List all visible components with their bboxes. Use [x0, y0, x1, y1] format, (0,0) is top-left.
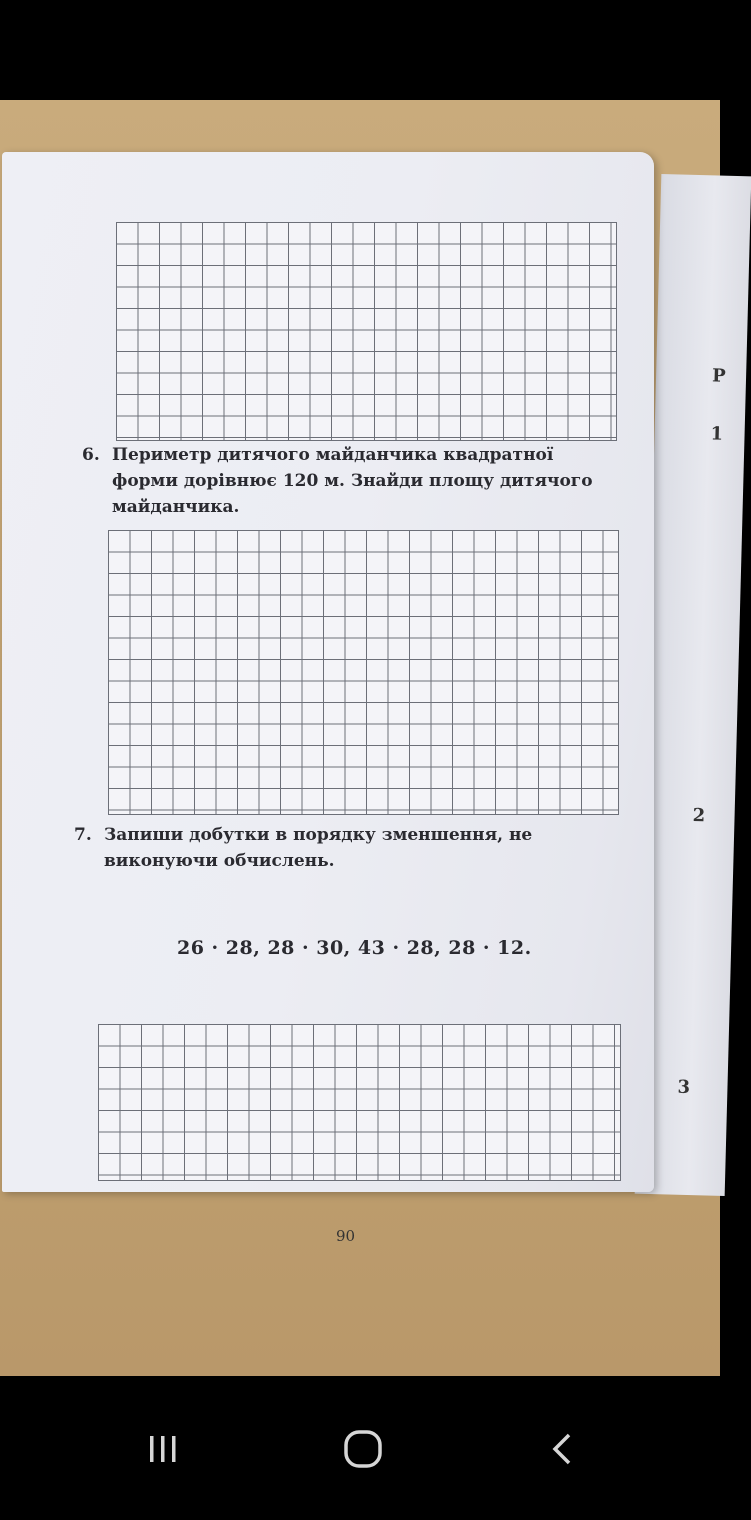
edge-char-1: Р	[711, 365, 726, 387]
back-icon[interactable]	[518, 1426, 608, 1472]
answer-grid-task-7	[98, 1024, 621, 1181]
android-navigation-bar	[0, 1376, 720, 1520]
products-expression: 26 · 28, 28 · 30, 43 · 28, 28 · 12.	[177, 937, 532, 959]
workbook-page	[2, 152, 654, 1245]
edge-char-2: 1	[710, 423, 724, 445]
recent-apps-icon[interactable]	[118, 1426, 208, 1472]
page-number: 90	[336, 1227, 356, 1245]
task-7-text: Запиши добутки в порядку зменшення, не виконуючи обчислень.	[104, 825, 533, 871]
home-icon[interactable]	[318, 1426, 408, 1472]
task-6-text: Периметр дитячого майданчика квадратної форми дорівнює 120 м. Знайди площу дитячого майданчика.	[112, 445, 593, 517]
answer-grid-top	[116, 222, 617, 441]
task-7-number: 7.	[74, 825, 92, 845]
answer-grid-task-6	[108, 530, 619, 815]
edge-char-3: 2	[692, 805, 706, 827]
photo-background	[0, 100, 726, 1376]
task-6-number: 6.	[82, 445, 100, 465]
edge-char-4: 3	[677, 1076, 691, 1099]
